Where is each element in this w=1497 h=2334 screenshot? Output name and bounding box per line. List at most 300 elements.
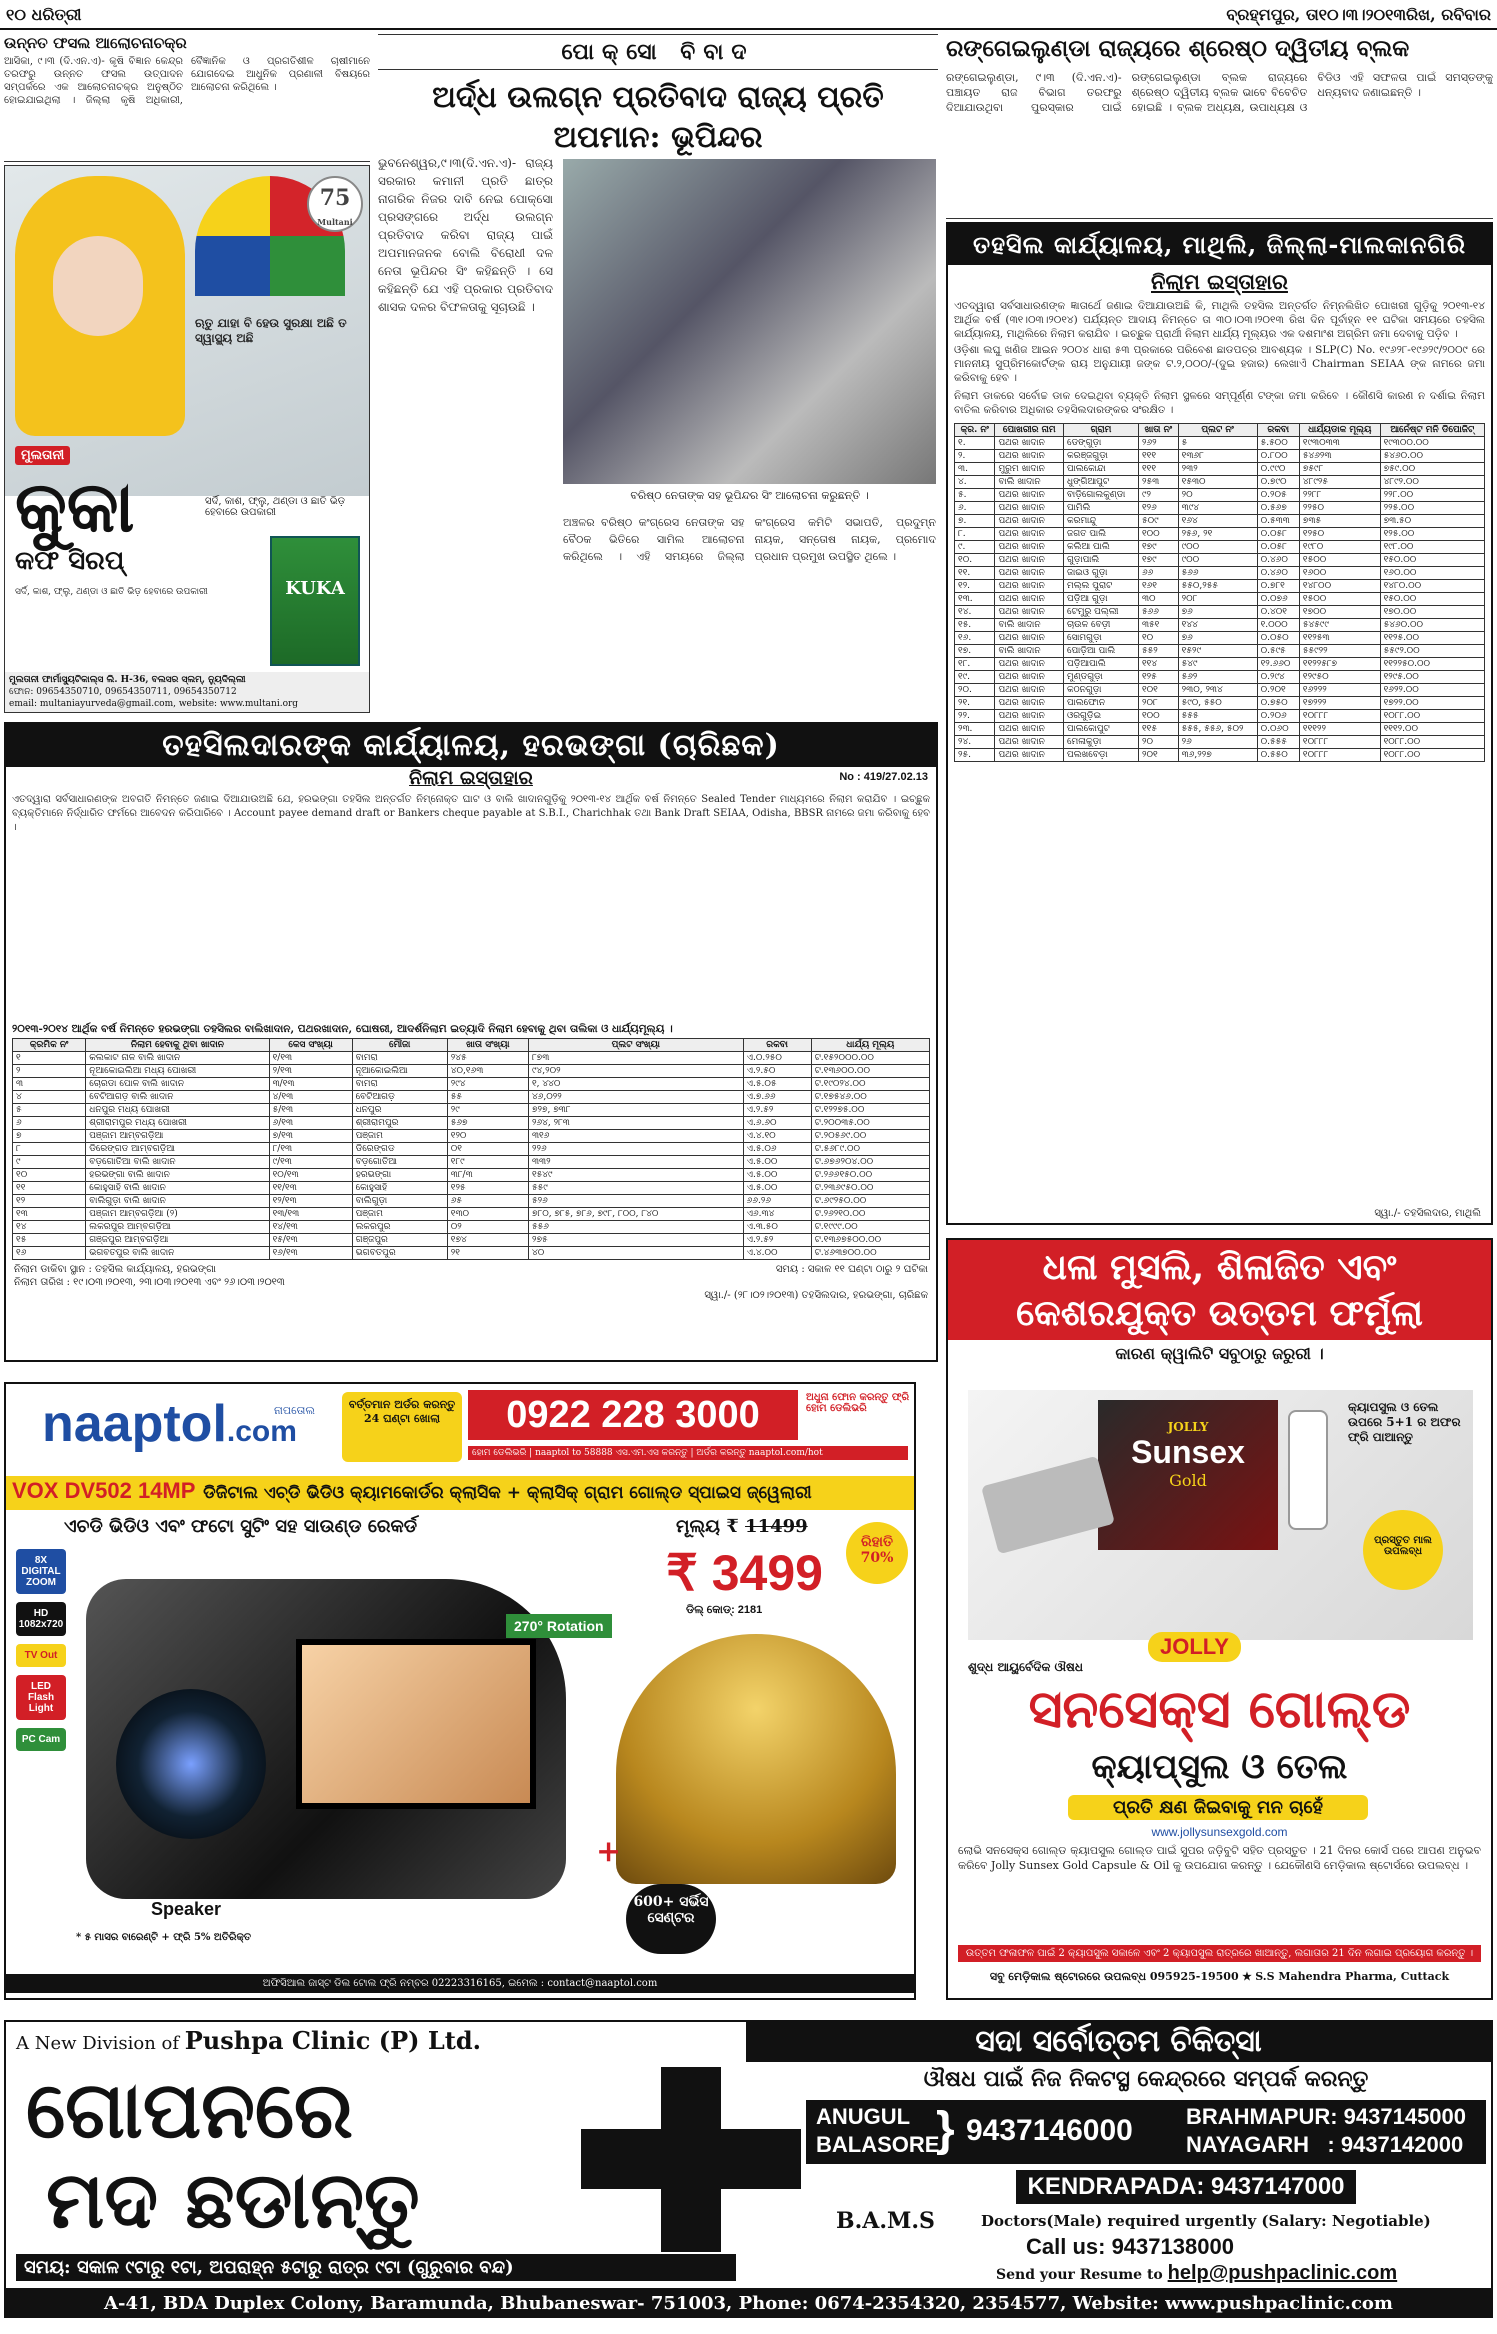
- mathili-table-cell: ୦.୫୯୫: [1257, 645, 1299, 658]
- harabhanga-table-header-cell: ପ୍ଲଟ ସଂଖ୍ୟା: [528, 1039, 743, 1052]
- harabhanga-table-cell: ଟ.୧୩୬୭୫୦୦.୦୦: [811, 1234, 929, 1247]
- mathili-table-cell: ୯୦୦: [1178, 554, 1257, 567]
- harabhanga-table-cell: ୫୨୬: [528, 1195, 743, 1208]
- mathili-table-cell: ମୁରୁମ ଖାଦାନ: [995, 463, 1064, 476]
- mathili-table-cell: ୧୫୦.୦୦: [1380, 593, 1484, 606]
- naaptol-ad: [4, 1382, 916, 2000]
- harabhanga-table-cell: ୪୬,୦୨୨: [528, 1091, 743, 1104]
- harabhanga-dates: ନିଲାମ ତାରିଖ : ୧୯।୦୩।୨୦୧୩, ୨୩।୦୩।୨୦୧୩ ଏବଂ ୨୬।୦୩।୨୦୧୩: [14, 1277, 285, 1288]
- mathili-table-cell: ପଥର ଖାଦାନ: [995, 684, 1064, 697]
- mathili-table-cell: ୦.୦୫୮: [1257, 541, 1299, 554]
- harabhanga-table-cell: ଏ.୦.୨୫୦: [743, 1052, 811, 1065]
- mathili-table-cell: ୦.୨୦୫: [1257, 489, 1299, 502]
- harabhanga-table-cell: ଧନପୁର ମଧ୍ୟ ପୋଖରୀ: [86, 1104, 269, 1117]
- harabhanga-table-cell: ଶ୍ରୀରାମପୁର: [352, 1117, 447, 1130]
- kuka-phones: ଫୋନ: 09654350710, 09654350711, 09654350712: [9, 687, 237, 697]
- jolly-pack-image: [968, 1390, 1473, 1640]
- mathili-table-cell: ୧୧୧୨୨: [1299, 723, 1380, 736]
- harabhanga-sign: ସ୍ୱା./- (୨୮।୦୨।୨୦୧୩) ତହସିଲଦାର, ହରଭଙ୍ଗା, ଚାରିଛକ: [704, 1290, 928, 1301]
- harabhanga-table-cell: ଏ.୫.୦୦: [743, 1169, 811, 1182]
- mathili-table-cell: ୧୯୮୦: [1299, 541, 1380, 554]
- jolly-headline-1: ଧଳା ମୁସଲି, ଶିଳାଜିତ ଏବଂ: [1042, 1246, 1397, 1288]
- mathili-table-cell: ୩୯୪: [1178, 502, 1257, 515]
- harabhanga-table-header-cell: ନିଲାମ ହେବାକୁ ଥିବା ଖାଦାନ: [86, 1039, 269, 1052]
- mathili-table-cell: ଧୁଙ୍ଗିଆପୁଟ: [1064, 476, 1139, 489]
- harabhanga-table-cell: ଟ.୨୩୬୯୫୦.୦୦: [811, 1182, 929, 1195]
- jolly-web[interactable]: www.jollysunsexgold.com: [1151, 1825, 1288, 1839]
- feature-hd: HD 1082x720: [16, 1602, 66, 1636]
- harabhanga-table-cell: ଏ.୪.୧୦: [743, 1130, 811, 1143]
- harabhanga-table-cell: ୧୦: [13, 1169, 86, 1182]
- harabhanga-table-cell: ୨୪୫: [447, 1052, 528, 1065]
- harabhanga-table-cell: ଏ.୨.୫୨: [743, 1104, 811, 1117]
- mathili-table-cell: ୧୦୧: [1138, 684, 1178, 697]
- mathili-table-row: [955, 632, 1485, 645]
- mathili-table-cell: ୫୦୯: [1138, 515, 1178, 528]
- pushpa-big-1: ଗୋପନରେ: [26, 2065, 354, 2156]
- harabhanga-table-cell: ଟ.୨୦୦୩୫.୦୦: [811, 1117, 929, 1130]
- pushpa-division: A New Division of: [16, 2033, 180, 2054]
- harabhanga-table-row: [13, 1182, 930, 1195]
- mathili-table-cell: ୧୦୮୮୮: [1299, 710, 1380, 723]
- pushpa-resume: Send your Resume to help@pushpaclinic.com: [996, 2262, 1398, 2284]
- kuka-info: ସର୍ଦି, କାଶ, ଫ୍ଲୁ, ଥଣ୍ଡା ଓ ଛାତି ଭିଡ଼ ହେବାରେ ଉପକାରୀ: [15, 587, 208, 597]
- mathili-table-cell: ୨୩.: [955, 723, 995, 736]
- mathili-table-cell: ୨୨.: [955, 710, 995, 723]
- mathili-table-cell: ୫୬୬: [1138, 606, 1178, 619]
- mathili-table-cell: ୦.୫୫୦: [1257, 749, 1299, 762]
- mathili-table-cell: ଜାଇଓ ଗୁଡ଼ା: [1064, 567, 1139, 580]
- mathili-table-cell: ୧୭୨୨୨: [1299, 697, 1380, 710]
- harabhanga-table-cell: ବାମରା: [352, 1078, 447, 1091]
- mathili-table-cell: ୧୨.: [955, 580, 995, 593]
- pushpa-phones: [806, 2100, 1486, 2164]
- mathili-table-cell: ସୋମଗୁଡ଼ା: [1064, 632, 1139, 645]
- naaptol-product-bar: [6, 1476, 914, 1510]
- mathili-table-cell: ପଥର ଖାଦାନ: [995, 697, 1064, 710]
- mathili-table-cell: ଗୁଡ଼ାପାଲି: [1064, 554, 1139, 567]
- harabhanga-table-cell: ବଡ଼ଗୋତିଆ ବାଲି ଖାଦାନ: [86, 1156, 269, 1169]
- mathili-table-cell: ୧୧୨୨୫୦.୦୦: [1380, 658, 1484, 671]
- mathili-table-cell: ୧୭.: [955, 645, 995, 658]
- mathili-table-cell: ୭୬: [1178, 606, 1257, 619]
- pushpa-slogan: ସଦା ସର୍ବୋତ୍ତମ ଚିକିତ୍ସା: [746, 2022, 1491, 2062]
- mathili-table-cell: ପଥର ଖାଦାନ: [995, 437, 1064, 450]
- mathili-table-row: [955, 749, 1485, 762]
- mathili-table-cell: ୧୭୨୨.୦୦: [1380, 697, 1484, 710]
- mathili-table-cell: ଓରଗୁଡ଼ିଇ: [1064, 710, 1139, 723]
- harabhanga-table-row: [13, 1091, 930, 1104]
- harabhanga-table-cell: ୭୨୭, ୭୩୮: [528, 1104, 743, 1117]
- mathili-table-cell: ୧୧୨୨୫୮୭: [1299, 658, 1380, 671]
- harabhanga-table-cell: ଟ.୧୩୬୦୦.୦୦: [811, 1065, 929, 1078]
- naaptol-code: ଡିଲ୍ କୋଡ୍: 2181: [686, 1604, 763, 1616]
- mathili-table-cell: ୧୦୮୮୮: [1299, 736, 1380, 749]
- harabhanga-table-cell: ଟ.୫୬୮୯.୦୦: [811, 1143, 929, 1156]
- medical-cross-icon: [581, 2067, 801, 2252]
- mathili-table-cell: ପଥର ଖାଦାନ: [995, 515, 1064, 528]
- mathili-table-cell: ମେଳାକୁଡ଼ା: [1064, 736, 1139, 749]
- jolly-product: ସନସେକ୍ସ ଗୋଲ୍ଡ: [1028, 1679, 1411, 1740]
- jolly-ayur: ଶୁଦ୍ଧ ଆୟୁର୍ବେଦିକ ଔଷଧ: [968, 1660, 1083, 1674]
- harabhanga-table-cell: ୧୧/୧୩: [269, 1182, 352, 1195]
- harabhanga-table-cell: ଡିରେଙ୍ଗଡ: [352, 1143, 447, 1156]
- mathili-table-cell: ୧୬୧: [1138, 580, 1178, 593]
- pushpa-address: A-41, BDA Duplex Colony, Baramunda, Bhubaneswar- 751003, Phone: 0674-2354320, 2354577, Website: www.pushpaclinic.com: [4, 2290, 1493, 2318]
- mathili-table-wrap: [948, 419, 1491, 766]
- pocso-caption: ବରିଷ୍ଠ ନେତାଙ୍କ ସହ ଭୂପିନ୍ଦର ସିଂ ଆଲୋଚନା କରୁଛନ୍ତି ।: [630, 489, 869, 502]
- mathili-table-cell: ୫୪୬୨୩: [1299, 450, 1380, 463]
- naaptol-features: [16, 1549, 66, 1751]
- mathili-table-cell: ୧୨୫.୦୦: [1380, 528, 1484, 541]
- pocso-body-2: ଅଞ୍ଚଳର ବରିଷ୍ଠ କଂଗ୍ରେସ ନେତାଙ୍କ ସହ ବୈଠକ ଭିତିରେ ସାମିଲ ଆଲୋଚନା କରିଥିଲେ । ଏହି ସମୟରେ ଜିଲ୍ଲା କଂଗ୍ରେସ କମିଟି ସଭାପତି, ପ୍ରଦୁମ୍ନ ନାୟକ, ସନ୍ତୋଷ ନାୟକ, ପ୍ରମୋଦ ପ୍ରଧାନ ପ୍ରମୁଖ ଉପସ୍ଥିତ ଥିଲେ ।: [563, 516, 936, 563]
- mathili-table-header-cell: ଆର୍ନେଷ୍ଟ ମନି ଡିପୋଜିଟ୍: [1380, 424, 1484, 437]
- harabhanga-table-cell: ଏ.୫.୦୦: [743, 1182, 811, 1195]
- mathili-table-cell: ୫.: [955, 489, 995, 502]
- mathili-table-cell: ୧୧୨୫.୦୦: [1380, 632, 1484, 645]
- harabhanga-table-cell: ଟ.୨୬୨୧୦.୦୦: [811, 1208, 929, 1221]
- mathili-table-cell: ୧୨୫: [1138, 671, 1178, 684]
- mathili-table-row: [955, 502, 1485, 515]
- harabhanga-table-cell: ପଞ୍ଜାମ: [352, 1130, 447, 1143]
- harabhanga-table-cell: ୩/୧୩: [269, 1078, 352, 1091]
- mathili-table-cell: ୧୧.: [955, 567, 995, 580]
- harabhanga-table-cell: ୧୫୪୯: [528, 1169, 743, 1182]
- mathili-table-cell: ୫୫୯୨୨: [1299, 645, 1380, 658]
- mathili-table-cell: ୫୬୨: [1178, 671, 1257, 684]
- mathili-table-cell: ୧୮.: [955, 658, 995, 671]
- mathili-table-cell: କରମାନ୍ଦୁ: [1064, 515, 1139, 528]
- harabhanga-table-cell: ୫: [13, 1104, 86, 1117]
- jolly-product-2: କ୍ୟାପ୍ସୁଲ ଓ ତେଲ: [1091, 1747, 1348, 1787]
- pushpa-kendrapada[interactable]: KENDRAPADA: 9437147000: [1016, 2170, 1356, 2204]
- mathili-table-cell: ୨୩୨: [1178, 463, 1257, 476]
- harabhanga-sub: ନିଲାମ ଇସ୍ତାହାର: [409, 767, 533, 789]
- mathili-table-cell: ୨୦.: [955, 684, 995, 697]
- harabhanga-table: [12, 1038, 930, 1260]
- mathili-table-cell: ୮.: [955, 528, 995, 541]
- naaptol-price-label: ମୂଲ୍ୟ ₹ 11499: [676, 1516, 808, 1537]
- mathili-table-cell: ୧୬୦.୦୦: [1380, 567, 1484, 580]
- harabhanga-table-cell: ଏ.୫.୦୬: [743, 1143, 811, 1156]
- harabhanga-table-cell: ୬: [13, 1117, 86, 1130]
- harabhanga-table-cell: ୧୪/୧୩: [269, 1221, 352, 1234]
- harabhanga-table-cell: ଡିରେଙ୍ଗଡ ଆମ୍ବଗଡ଼ିଆ: [86, 1143, 269, 1156]
- harabhanga-table-cell: ୯/୧୩: [269, 1156, 352, 1169]
- harabhanga-table-cell: ଏ.୨.୫୨: [743, 1234, 811, 1247]
- harabhanga-table-cell: ୧, ୪୪୦: [528, 1078, 743, 1091]
- mathili-table-cell: ୧୫୦୦: [1299, 554, 1380, 567]
- mathili-table-cell: ୧୯୩୦୦.୦୦: [1380, 437, 1484, 450]
- harabhanga-table-cell: କୋହୁସାହି ବାଲି ଖାଦାନ: [86, 1182, 269, 1195]
- mathili-table-cell: ୦.୦୭୬: [1257, 593, 1299, 606]
- harabhanga-table-cell: ୧୩/୧୩: [269, 1208, 352, 1221]
- harabhanga-table-header-cell: ରକବା: [743, 1039, 811, 1052]
- kuka-footer: [5, 672, 369, 712]
- mathili-table-cell: ୫୫୨: [1138, 645, 1178, 658]
- harabhanga-notice: [4, 722, 938, 1362]
- mathili-table-cell: ମୁଣ୍ଡଗୁଡ଼ା: [1064, 671, 1139, 684]
- pushpa-contact-head: ଔଷଧ ପାଇଁ ନିଜ ନିକଟସ୍ଥ କେନ୍ଦ୍ରରେ ସମ୍ପର୍କ କରନ୍ତୁ: [923, 2066, 1369, 2092]
- harabhanga-table-cell: ୭/୧୩: [269, 1130, 352, 1143]
- mathili-table-cell: ୭୩୫: [1299, 515, 1380, 528]
- mathili-table-cell: ୧୬.: [955, 632, 995, 645]
- harabhanga-table-cell: ୪୦,୧୬୩: [447, 1065, 528, 1078]
- service-badge: 600+ ସର୍ଭିସ ସେଣ୍ଟର: [626, 1884, 716, 1954]
- mathili-table-cell: ୨୫.: [955, 749, 995, 762]
- harabhanga-table-row: [13, 1130, 930, 1143]
- mathili-table-cell: ୭୬: [1178, 632, 1257, 645]
- jolly-footer: ଉତ୍ତମ ଫଳାଫଳ ପାଇଁ 2 କ୍ୟାପସୁଲ ସକାଳେ ଏବଂ 2 କ୍ୟାପସୁଲ ରାତ୍ରରେ ଖାଆନ୍ତୁ, ଲଗାତାର 21 ଦିନ ଲଗାଇ ପ୍ରୟୋଗ କରନ୍ତୁ ।: [958, 1945, 1481, 1962]
- mathili-sub: ନିଲାମ ଇସ୍ତାହାର: [1151, 269, 1288, 294]
- mathili-table-cell: ପଥର ଖାଦାନ: [995, 606, 1064, 619]
- harabhanga-table-cell: ପଞ୍ଜାମ ଆମ୍ବଗଡ଼ିଆ: [86, 1130, 269, 1143]
- kuka-pack: KUKA: [270, 536, 360, 666]
- mathili-table-cell: ପଥର ଖାଦାନ: [995, 580, 1064, 593]
- harabhanga-table-cell: ଟ.୧୯୦୨୪.୦୦: [811, 1078, 929, 1091]
- harabhanga-table-header-cell: ଧାର୍ଯ୍ୟ ମୂଲ୍ୟ: [811, 1039, 929, 1052]
- harabhanga-table-cell: ଭଗବତପୁର: [352, 1247, 447, 1260]
- harabhanga-table-cell: ୪: [13, 1091, 86, 1104]
- kuka-email: email: multaniayurveda@gmail.com, website: www.multani.org: [9, 699, 299, 709]
- mathili-table-cell: ପଥର ଖାଦାନ: [995, 528, 1064, 541]
- mathili-table-row: [955, 541, 1485, 554]
- mathili-table-row: [955, 684, 1485, 697]
- harabhanga-table-cell: ୧୨: [13, 1195, 86, 1208]
- mathili-table-cell: ୨୦: [1178, 489, 1257, 502]
- mathili-table-cell: ୪୮୯୨.୦୦: [1380, 476, 1484, 489]
- naaptol-side-2: ଅଧୁନା ଫୋନ କରନ୍ତୁ ଫ୍ରି ହୋମ ଡେଲିଭରି: [806, 1392, 910, 1414]
- pushpa-nayagarh[interactable]: NAYAGARH : 9437142000: [1186, 2132, 1464, 2157]
- harabhanga-table-cell: ଗଞ୍ଜପୁର ଆମ୍ବଗଡ଼ିଆ: [86, 1234, 269, 1247]
- mathili-table-cell: ପୋଡ଼ିଆ ପାଲି: [1064, 645, 1139, 658]
- harabhanga-table-cell: ଟ.୨୬୬୧୫୦.୦୦: [811, 1169, 929, 1182]
- mathili-table-cell: ୦.୪୬୦: [1257, 554, 1299, 567]
- mathili-table: [954, 423, 1485, 762]
- blister-pack: [981, 1456, 1115, 1555]
- mathili-table-cell: ୧.: [955, 437, 995, 450]
- jolly-headline-2: କେଶରଯୁକ୍ତ ଉତ୍ତମ ଫର୍ମୁଲା: [1016, 1292, 1423, 1334]
- mathili-table-header-cell: ଖାତା ନଂ: [1138, 424, 1178, 437]
- mathili-table-header-cell: ରକବା: [1257, 424, 1299, 437]
- mathili-table-cell: ୩୦: [1138, 593, 1178, 606]
- naaptol-phone[interactable]: 0922 228 3000: [468, 1390, 798, 1440]
- mathili-table-cell: ପଥର ଖାଦାନ: [995, 658, 1064, 671]
- jolly-offer: କ୍ୟାପସୁଲ ଓ ତେଲ ଉପରେ 5+1 ର ଅଫର ଫ୍ରି ପାଆନ୍ତୁ: [1348, 1400, 1461, 1444]
- harabhanga-table-row: [13, 1208, 930, 1221]
- mathili-table-cell: ୦.୫୬୭: [1257, 502, 1299, 515]
- mathili-table-cell: ୧୨.୬୬୦: [1257, 658, 1299, 671]
- mathili-table-cell: ୦.୨୦୬: [1257, 710, 1299, 723]
- mathili-table-cell: ପଥର ଖାଦାନ: [995, 502, 1064, 515]
- harabhanga-table-row: [13, 1104, 930, 1117]
- mathili-table-cell: ୨୫୬, ୨୧: [1178, 528, 1257, 541]
- mathili-body-3: ନିଲାମ ଡାକରେ ସର୍ବୋଚ୍ଚ ଡାକ ଦେଇଥିବା ବ୍ୟକ୍ତି ନିଲାମ ସ୍ଥଳରେ ସମ୍ପୂର୍ଣ୍ଣ ଟଙ୍କା ଜମା କରିବେ । କୌଣସି କାରଣ ନ ଦର୍ଶାଇ ନିଲାମ ବାତିଲ କରିବାର ଅଧିକାର ତହସିଲଦାରଙ୍କର ସଂରକ୍ଷିତ ।: [954, 390, 1485, 416]
- feature-led: LED Flash Light: [16, 1675, 66, 1720]
- naaptol-discount-badge: ରିହାତି 70%: [846, 1522, 908, 1584]
- harabhanga-table-cell: ୧୭୪: [447, 1234, 528, 1247]
- mathili-table-cell: ବାଡ଼ିଗୋଲକୁଣ୍ଡା: [1064, 489, 1139, 502]
- mathili-table-cell: ୧୧୪: [1138, 658, 1178, 671]
- harabhanga-table-cell: ୨୧: [447, 1247, 528, 1260]
- mathili-table-row: [955, 476, 1485, 489]
- pushpa-brace: }: [936, 2103, 955, 2156]
- mathili-table-cell: ଜଗତ ପାଲି: [1064, 528, 1139, 541]
- mathili-table-cell: ପାମିଲି: [1064, 502, 1139, 515]
- mathili-table-cell: ୧୬୨୨୨: [1299, 684, 1380, 697]
- mathili-table-cell: ୧୨୯୫.୦୦: [1380, 671, 1484, 684]
- anniversary-badge: 75 Multani: [307, 176, 363, 232]
- pushpa-brahmapur[interactable]: BRAHMAPUR: 9437145000: [1186, 2104, 1467, 2129]
- mathili-table-cell: ପଲଖବେଡ଼ା: [1064, 749, 1139, 762]
- harabhanga-table-header-cell: ମୌଜା: [352, 1039, 447, 1052]
- mathili-table-cell: ୨୦୮: [1178, 593, 1257, 606]
- harabhanga-table-cell: ୦୧: [447, 1143, 528, 1156]
- page-number-label: ୧୦ ଧରିତ୍ରୀ: [6, 5, 82, 24]
- mathili-table-cell: ୧୦୮୮.୦୦: [1380, 736, 1484, 749]
- mathili-table-cell: ୧୦: [1138, 632, 1178, 645]
- mathili-table-cell: ୦.୯୯୦: [1257, 463, 1299, 476]
- mathili-table-cell: ୧୭୯: [1138, 541, 1178, 554]
- harabhanga-table-cell: ଏ.୫.୦୦: [743, 1156, 811, 1169]
- mathili-table-header-cell: କ୍ର. ନଂ: [955, 424, 995, 437]
- mathili-table-cell: ୧୫.: [955, 619, 995, 632]
- jolly-sticker: ପ୍ରସ୍ତୁତ ମାଲ ଉପଲବ୍ଧ: [1363, 1510, 1443, 1590]
- mathili-table-cell: ୫୪୬୦.୦୦: [1380, 450, 1484, 463]
- mathili-table-row: [955, 671, 1485, 684]
- harabhanga-table-cell: ୧୮୯: [447, 1156, 528, 1169]
- pushpa-anugul: ANUGUL: [816, 2104, 911, 2129]
- mathili-table-cell: ୧୦୮୮୮: [1299, 749, 1380, 762]
- harabhanga-table-cell: ୨୨୬: [528, 1143, 743, 1156]
- mathili-body-2: ଓଡ଼ିଶା ଲଘୁ ଖଣିଜ ଆଇନ ୨୦୦୪ ଧାରା ୫୩ ପ୍ରକାରେ ପରିବେଶ ଛାଡପତ୍ର ଆବଶ୍ୟକ । SLP(C) No. ୧୯୬୨୮-୧୯୬୨୯/୨୦୦୯ ରେ ମାନନୀୟ ସୁପ୍ରିମକୋର୍ଟଙ୍କ ରାୟ ଅନୁଯାୟୀ ଜଙ୍କ ଟ.୨,୦୦୦/-(ଦୁଇ ହଜାର) ଲେଖାଏଁ Chairman SEIAA ଙ୍କ ନାମରେ ଜମା କରିବାକୁ ହେବ ।: [954, 344, 1485, 384]
- mathili-table-cell: ୫୫୦,୨୫୫: [1178, 580, 1257, 593]
- mathili-table-header-cell: ପୋଖରୀର ନାମ: [995, 424, 1064, 437]
- harabhanga-table-cell: ଲକରପୁର: [352, 1221, 447, 1234]
- mathili-table-row: [955, 554, 1485, 567]
- naaptol-product-desc: ଡିଜିଟାଲ ଏଚ୍‌ଡି ଭିଡିଓ କ୍ୟାମକୋର୍ଡର କ୍ଲାସିକ + କ୍ଲାସିକ୍ ଗ୍ରାମ ଗୋଲ୍ଡ ସ୍ପାଇସ ଜ୍ୱେଲାରୀ: [203, 1483, 812, 1503]
- harabhanga-table-cell: ୨୬୪, ୨୮୩: [528, 1117, 743, 1130]
- pushpa-call[interactable]: Call us: 9437138000: [1026, 2234, 1234, 2259]
- mathili-table-cell: ୧୫୨୯: [1178, 645, 1257, 658]
- mathili-table-row: [955, 567, 1485, 580]
- naaptol-logo[interactable]: naaptol.com: [42, 1395, 297, 1453]
- mathili-table-cell: ୦.୭୮୧: [1257, 580, 1299, 593]
- harabhanga-table-cell: କୋହୁସାହି: [352, 1182, 447, 1195]
- mathili-table-row: [955, 437, 1485, 450]
- harabhanga-table-cell: ୭: [13, 1130, 86, 1143]
- harabhanga-table-cell: ୧୧: [13, 1182, 86, 1195]
- mathili-table-cell: ୧୫୩୦: [1178, 476, 1257, 489]
- mathili-table-cell: ୨୦: [1138, 736, 1178, 749]
- mathili-table-row: [955, 645, 1485, 658]
- harabhanga-table-cell: ୧୦/୧୩: [269, 1169, 352, 1182]
- mathili-table-cell: ୦.୨୯୪: [1257, 671, 1299, 684]
- mathili-table-cell: ୯୦୦: [1178, 541, 1257, 554]
- left-news: [4, 34, 370, 162]
- harabhanga-time: ସମୟ : ସକାଳ ୧୧ ଘଣ୍ଟା ଠାରୁ ୨ ଘଟିକା: [775, 1264, 928, 1275]
- mathili-table-cell: ଡେଙ୍ଗୁଡ଼ା: [1064, 437, 1139, 450]
- mathili-table-cell: ୧୦.: [955, 554, 995, 567]
- harabhanga-title: ତହସିଲଦାରଙ୍କ କାର୍ଯ୍ୟାଳୟ, ହରଭଙ୍ଗା (ଚାରିଛକ): [6, 724, 936, 767]
- mathili-table-cell: ୭୫୯.୦୦: [1380, 463, 1484, 476]
- harabhanga-table-cell: ୨୯: [447, 1104, 528, 1117]
- harabhanga-table-cell: ୫୫୬: [528, 1221, 743, 1234]
- mathili-table-cell: ପଥର ଖାଦାନ: [995, 710, 1064, 723]
- mathili-table-row: [955, 450, 1485, 463]
- pushpa-email[interactable]: help@pushpaclinic.com: [1167, 2262, 1398, 2284]
- harabhanga-table-cell: ୬୬.୨୬: [743, 1195, 811, 1208]
- mathili-table-cell: ୧୦୦: [1138, 528, 1178, 541]
- pocso-article: [378, 34, 938, 714]
- harabhanga-table-cell: ୧୩୦: [447, 1208, 528, 1221]
- harabhanga-table-header-cell: ଖାତା ସଂଖ୍ୟା: [447, 1039, 528, 1052]
- naaptol-sub: ହୋମ ଡେଲିଭରି | naaptol to 58888 ଏସ.ଏମ.ଏସ କରନ୍ତୁ | ଅର୍ଡର କରନ୍ତୁ naaptol.com/hot: [468, 1446, 908, 1460]
- pushpa-ad: [4, 2020, 1493, 2290]
- rotation-badge: 270° Rotation: [506, 1614, 612, 1638]
- mathili-body: ଏତଦ୍ୱାରା ସର୍ବସାଧାରଣଙ୍କ ଜ୍ଞାତାର୍ଥେ ଜଣାଇ ଦିଆଯାଉଅଛି କି, ମାଥିଲି ତହସିଲ ଅନ୍ତର୍ଗତ ନିମ୍ନଲିଖିତ ପୋଖରୀ ଗୁଡ଼ିକୁ ୨୦୧୩-୧୪ ଆର୍ଥିକ ବର୍ଷ (୩୧।୦୩।୨୦୧୪) ପର୍ଯ୍ୟନ୍ତ ଆଦାୟ ନିମନ୍ତେ ତା ୩୦।୦୩।୨୦୧୩ ରିଖ ଦିନ ପୂର୍ବାହ୍ନ ୧୧ ଘଟିକା ସମୟରେ ତହସିଲ କାର୍ଯ୍ୟାଳୟ, ମାଥିଲିରେ ନିଲାମ କରାଯିବ । ଇଚ୍ଛୁକ ପ୍ରାର୍ଥୀ ନିଲାମ ଧାର୍ଯ୍ୟ ମୂଲ୍ୟର ଏକ ଦଶମାଂଶ ଅଗ୍ରିମ ଜମା ଦେବାକୁ ପଡ଼ିବ ।: [954, 300, 1485, 340]
- mathili-table-cell: ପଥର ଖାଦାନ: [995, 632, 1064, 645]
- harabhanga-table-cell: ୧/୧୩: [269, 1052, 352, 1065]
- mathili-table-cell: ୨.: [955, 450, 995, 463]
- harabhanga-table-row: [13, 1078, 930, 1091]
- pushpa-anugul-number[interactable]: 9437146000: [966, 2114, 1133, 2147]
- harabhanga-table-cell: ୧୫/୧୩: [269, 1234, 352, 1247]
- harabhanga-table-cell: ୬୫: [447, 1195, 528, 1208]
- harabhanga-table-cell: କଲକାଟ ନାଳ ବାଲି ଖାଦାନ: [86, 1052, 269, 1065]
- mathili-table-cell: ୫୯୦, ୫୫୦: [1178, 697, 1257, 710]
- harabhanga-table-cell: ୮/୧୩: [269, 1143, 352, 1156]
- mathili-table-cell: ୪୮୯୨୫: [1299, 476, 1380, 489]
- kuka-maker: ମୁଲତାନୀ ଫାର୍ମାସ୍ୟୁଟିକାଲ୍ସ ଲି. H-36, ବଲସର ସ୍ଲମ୍, ନ୍ୟୁଦିଲ୍ଲୀ: [9, 675, 246, 685]
- harabhanga-table-cell: ୬/୧୩: [269, 1117, 352, 1130]
- naaptol-product: VOX DV502 14MP: [12, 1478, 196, 1503]
- mathili-table-cell: କଲିଆ ପାଲି: [1064, 541, 1139, 554]
- camcorder-screen: [296, 1639, 536, 1809]
- mathili-table-cell: ୧୭୦.୦୦: [1380, 606, 1484, 619]
- harabhanga-table-cell: ୯୪,୨୦୨: [528, 1065, 743, 1078]
- kuka-subtitle: କଫ ସିରପ୍: [15, 546, 125, 576]
- mathili-table-cell: ୩.: [955, 463, 995, 476]
- harabhanga-table-cell: ପଞ୍ଜାମ: [352, 1208, 447, 1221]
- mathili-table-cell: ୧୧୧: [1138, 450, 1178, 463]
- mathili-table-cell: ବାଲି ଖାଦାନ: [995, 645, 1064, 658]
- mathili-table-cell: ୨୫୩: [1138, 476, 1178, 489]
- mathili-table-row: [955, 515, 1485, 528]
- mathili-table-cell: ପଥର ଖାଦାନ: [995, 554, 1064, 567]
- pushpa-company-line: [6, 2022, 746, 2062]
- mathili-table-cell: ୩୬,୨୨୭: [1178, 749, 1257, 762]
- jolly-tag: କାରଣ କ୍ୱାଲିଟି ସବୁଠାରୁ ଜରୁରୀ ।: [1115, 1344, 1324, 1363]
- naaptol-order-box: ବର୍ତ୍ତମାନ ଅର୍ଡର କରନ୍ତୁ 24 ଘଣ୍ଟା ଖୋଲା: [342, 1392, 462, 1462]
- mathili-table-cell: ପାଲକୋପୁଟ: [1064, 723, 1139, 736]
- mathili-table-cell: ୧୩୬୮: [1178, 450, 1257, 463]
- mathili-table-cell: ୬୬: [1138, 567, 1178, 580]
- harabhanga-table-cell: ବାମରା: [352, 1052, 447, 1065]
- mathili-table-cell: ୨୨୮୮: [1299, 489, 1380, 502]
- mathili-table-cell: ୧୬୦୦: [1299, 567, 1380, 580]
- mathili-table-cell: ୭୫୯୮: [1299, 463, 1380, 476]
- harabhanga-table-cell: ଟ.୧୨୨୭୫.୦୦: [811, 1104, 929, 1117]
- mathili-table-header-cell: ଧାର୍ଯ୍ୟଡାକ ମୂଲ୍ୟ: [1299, 424, 1380, 437]
- mathili-table-cell: ବାଲି ଖାଦାନ: [995, 619, 1064, 632]
- mathili-table-cell: ପଡ଼ିଆ ଗୁଡ଼ା: [1064, 593, 1139, 606]
- rangeilunda-body: ରଙ୍ଗେଇଲୁଣ୍ଡା, ୯।୩ (ଦି.ଏନ.ଏ)- ପଞ୍ଚାୟତ ରାଜ ବିଭାଗ ତରଫରୁ ଦିଆଯାଉଥିବା ପୁରସ୍କାର ପାଇଁ ରଙ୍ଗେଇଲୁଣ୍ଡା ବ୍ଲକ ରାଜ୍ୟରେ ଶ୍ରେଷ୍ଠ ଦ୍ୱିତୀୟ ବ୍ଲକ ଭାବେ ବିବେଚିତ ହୋଇଛି । ବ୍ଲକ ଅଧ୍ୟକ୍ଷ, ଉପାଧ୍ୟକ୍ଷ ଓ ବିଡିଓ ଏହି ସଫଳତା ପାଇଁ ସମସ୍ତଙ୍କୁ ଧନ୍ୟବାଦ ଜଣାଇଛନ୍ତି ।: [946, 71, 1493, 114]
- harabhanga-table-cell: ଏ.୬.୬୦: [743, 1117, 811, 1130]
- jolly-tagline: ପ୍ରତି କ୍ଷଣ ଜିଇବାକୁ ମନ ଚାହେଁ: [1068, 1795, 1368, 1820]
- mathili-table-row: [955, 697, 1485, 710]
- mathili-table-cell: ୦.୫୫୫: [1257, 736, 1299, 749]
